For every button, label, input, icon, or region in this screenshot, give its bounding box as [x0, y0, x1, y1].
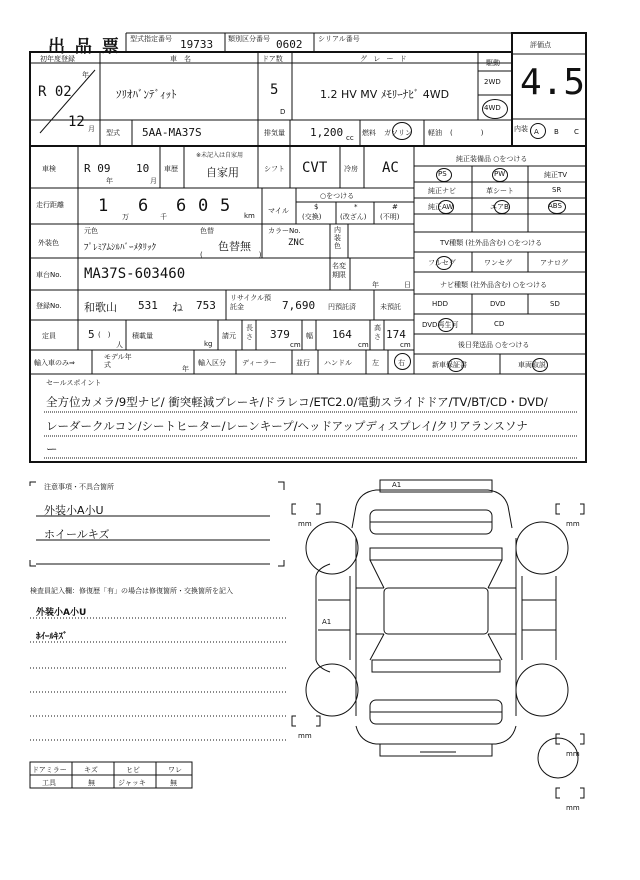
- color-change: 色替無: [218, 240, 251, 253]
- sales-line-3: ー: [46, 442, 58, 456]
- import-year-unit: 年: [182, 365, 189, 373]
- navi-cd: CD: [494, 320, 505, 328]
- interior-color-label: 内装色: [334, 226, 341, 250]
- mileage-unknown: (不明): [380, 213, 400, 221]
- load-unit: kg: [204, 340, 213, 348]
- equip-pw: PW: [494, 170, 506, 178]
- navi-sd: SD: [550, 300, 560, 308]
- inspection-month: 10: [136, 162, 150, 175]
- mm-label-2: mm: [566, 520, 580, 528]
- length: 379: [270, 328, 290, 341]
- tv-analog: アナログ: [540, 259, 568, 267]
- notes-label: 注意事項・不具合箇所: [44, 483, 114, 491]
- change-label: 色替: [200, 227, 214, 235]
- mileage-unknown-sym: #: [392, 203, 398, 211]
- import-label: 輸入車のみ⇒: [34, 359, 75, 367]
- equip-abs-circle: [548, 200, 566, 214]
- legend-crack: ヒビ: [126, 766, 140, 774]
- width-label: 幅: [306, 332, 313, 340]
- height: 174: [386, 328, 406, 341]
- grade: 1.2 HV MV ﾒﾓﾘｰﾅﾋﾞ 4WD: [320, 88, 450, 101]
- legend-jack-value: 無: [170, 779, 177, 787]
- displacement-label: 排気量: [264, 129, 285, 137]
- paint-label: 請元: [222, 332, 236, 340]
- load-label: 積載量: [132, 332, 153, 340]
- equip-sr: SR: [552, 186, 562, 194]
- navi-dvd-play-circle: [438, 318, 454, 332]
- width: 164: [332, 328, 352, 341]
- inspection-era: R 09: [84, 162, 111, 175]
- tv-type-title: TV種類 (社外品含む) ○をつける: [440, 239, 543, 247]
- tv-one-seg: ワンセグ: [484, 259, 512, 267]
- mileage-mile: マイル: [268, 207, 289, 215]
- inspector-label: 検査員記入欄：修復歴「有」の場合は修復箇所・交換箇所を記入: [30, 587, 233, 595]
- cc-unit: cc: [346, 134, 354, 142]
- height-label: 高さ: [374, 324, 381, 341]
- score-value: 4.5: [520, 62, 586, 103]
- length-unit: cm: [290, 341, 301, 349]
- later-warranty: 新車保証書: [432, 361, 467, 369]
- handle-label: ハンドル: [324, 359, 352, 367]
- notes-line-1: 外装小A小U: [44, 504, 104, 517]
- mileage-attach: ○をつける: [320, 192, 355, 200]
- name-change-day: 日: [404, 281, 411, 289]
- capacity-label: 定員: [42, 332, 56, 340]
- doors: 5: [270, 82, 279, 98]
- recycle-label: リサイクル預託金: [230, 294, 272, 311]
- grade-label: グ レ ー ド: [360, 55, 409, 63]
- model-year-label: モデル年式: [104, 353, 132, 369]
- length-label: 長さ: [246, 324, 253, 341]
- capacity: 5: [88, 328, 95, 341]
- type-no: 19733: [180, 38, 214, 51]
- import-category-label: 輸入区分: [198, 359, 226, 367]
- tv-full-seg: フルセグ: [428, 259, 456, 267]
- serial-label: シリアル番号: [318, 35, 360, 43]
- factory-equip-title: 純正装備品 ○をつける: [456, 155, 528, 163]
- mileage-d5: 5: [220, 196, 231, 216]
- equip-ps: PS: [438, 170, 447, 178]
- legend-door-mirror: ドアミラー: [32, 766, 67, 774]
- mileage-d4: 0: [198, 196, 209, 216]
- shift-label: シフト: [264, 165, 285, 173]
- sales-line-2: レーダークルコン/シートヒーター/レーンキープ/ヘッドアップディスプレイ/クリアランスソナ: [46, 419, 528, 433]
- first-reg-month: 12: [68, 114, 85, 130]
- drive-label: 駆動: [486, 59, 500, 67]
- capacity-unit: 人: [116, 341, 123, 349]
- chassis-label: 車台No.: [36, 271, 62, 279]
- height-unit: cm: [400, 341, 411, 349]
- name-change-label: 名変期限: [332, 262, 346, 279]
- inspector-line-1: 外装小A小U: [36, 608, 87, 618]
- mileage-man: 万: [122, 213, 129, 221]
- mileage-exchange-sym: $: [314, 203, 319, 211]
- later-warranty-circle: [448, 358, 464, 372]
- color-code: ZNC: [288, 238, 305, 248]
- handle-right: 右: [398, 359, 405, 367]
- handle-left: 左: [372, 359, 379, 367]
- registration-number: 753: [196, 299, 216, 312]
- tv-full-seg-circle: [436, 256, 452, 270]
- mileage-d3: 6: [176, 196, 187, 216]
- type-no-label: 型式指定番号: [130, 35, 172, 43]
- registration-class: 531: [138, 299, 158, 312]
- interior-c: C: [574, 128, 579, 136]
- doors-label: ドア数: [262, 55, 283, 63]
- mm-label-5: mm: [566, 804, 580, 812]
- drive-4wd-circle: [482, 99, 508, 119]
- orig-color: ﾌﾟﾚﾐｱﾑｼﾙﾊﾞｰﾒﾀﾘｯｸ: [84, 243, 157, 253]
- later-title: 後日発送品 ○をつける: [458, 341, 530, 349]
- orig-color-label: 元色: [84, 227, 98, 235]
- model-label: 型式: [106, 129, 120, 137]
- sales-line-1: 全方位カメラ/9型ナビ/ 衝突軽減ブレーキ/ドラレコ/ETC2.0/電動スライドドア/TV/BT/CD・DVD/: [46, 395, 548, 409]
- mm-label-4: mm: [566, 750, 580, 758]
- mileage-sen: 千: [160, 213, 167, 221]
- inspection-label: 車検: [42, 165, 56, 173]
- registration-label: 登録No.: [36, 302, 62, 310]
- ac-label: 冷房: [344, 165, 358, 173]
- car-diagram: [306, 480, 568, 756]
- car-name: ｿﾘｵﾊﾞﾝﾃﾞｨｯﾄ: [116, 88, 177, 101]
- inspector-line-2: ﾎｲｰﾙｷｽﾞ: [36, 632, 68, 642]
- inspection-month-unit: 月: [150, 177, 157, 185]
- mileage-d1: 1: [98, 196, 109, 216]
- mm-label-3: mm: [298, 732, 312, 740]
- mileage-label: 走行距離: [36, 201, 64, 209]
- equip-aw: 純正AW: [428, 203, 454, 211]
- mileage-km: km: [244, 212, 255, 220]
- mm-label-1: mm: [298, 520, 312, 528]
- drive-4wd: 4WD: [484, 104, 501, 112]
- legend-tools-value: 無: [88, 779, 95, 787]
- later-manual: 車両取説: [518, 361, 546, 369]
- navi-dvd: DVD: [490, 300, 506, 308]
- legend-tools: 工具: [42, 779, 56, 787]
- equip-abs: ABS: [548, 202, 562, 210]
- color-label: 外装色: [38, 239, 59, 247]
- class-no: 0602: [276, 38, 303, 51]
- import-dealer: ディーラー: [242, 359, 277, 367]
- score-label: 評価点: [530, 41, 551, 49]
- legend-scratch: キズ: [84, 766, 98, 774]
- equip-aw-circle: [438, 200, 454, 214]
- door-suffix: D: [280, 108, 286, 116]
- interior-label: 内装: [514, 125, 528, 133]
- navi-dvd-play: DVD再生可: [422, 321, 459, 329]
- first-reg-label: 初年度登録: [40, 55, 75, 63]
- interior-a-circle: [530, 123, 546, 139]
- legend-break: ワレ: [168, 766, 182, 774]
- registration-kana: ね: [172, 301, 183, 314]
- width-unit: cm: [358, 341, 369, 349]
- equip-leather: 革シート: [486, 187, 514, 195]
- equip-navi: 純正ナビ: [428, 187, 456, 195]
- diagram-a1-side: A1: [322, 618, 332, 626]
- equip-airbag: エアB: [490, 203, 509, 211]
- history: 自家用: [206, 166, 239, 179]
- history-label: 車歴: [164, 165, 178, 173]
- import-parallel: 並行: [296, 359, 310, 367]
- chassis-no: MA37S-603460: [84, 266, 186, 282]
- equip-tv: 純正TV: [544, 171, 568, 179]
- drive-2wd: 2WD: [484, 78, 501, 86]
- first-reg-era: R 02: [38, 84, 72, 100]
- month-unit: 月: [88, 125, 95, 133]
- shift: CVT: [302, 160, 328, 176]
- history-note: ※未記入は自家用: [196, 152, 244, 159]
- legend-jack: ジャッキ: [118, 779, 146, 787]
- model: 5AA-MA37S: [142, 126, 202, 139]
- inspection-year-unit: 年: [106, 177, 113, 185]
- mileage-tamper: (改ざん): [340, 213, 367, 221]
- mileage-d2: 6: [138, 196, 149, 216]
- equip-ps-circle: [436, 168, 452, 182]
- interior-a: A: [534, 128, 539, 136]
- fuel-gas-circle: [392, 122, 412, 140]
- mileage-exchange: (交換): [302, 213, 322, 221]
- class-no-label: 類別区分番号: [228, 35, 270, 43]
- diagram-a1-top: A1: [392, 481, 402, 489]
- later-manual-circle: [532, 358, 548, 372]
- form-title: 出 品 票: [48, 37, 121, 57]
- equip-airbag-circle: [494, 200, 510, 214]
- color-code-label: カラーNo.: [268, 227, 301, 235]
- fuel-light: 軽油: [428, 129, 442, 137]
- displacement: 1,200: [310, 126, 344, 139]
- year-unit: 年: [82, 71, 89, 79]
- equip-pw-circle: [492, 168, 508, 182]
- mileage-tamper-sym: *: [354, 203, 358, 211]
- name-change-year: 年: [372, 281, 379, 289]
- sales-label: セールスポイント: [46, 379, 102, 387]
- registration-area: 和歌山: [84, 301, 117, 314]
- interior-b: B: [554, 128, 559, 136]
- navi-type-title: ナビ種類 (社外品含む) ○をつける: [440, 281, 548, 289]
- ac: AC: [382, 160, 399, 176]
- handle-right-circle: [394, 353, 411, 370]
- navi-hdd: HDD: [432, 300, 449, 308]
- fuel-gas: ガソリン: [384, 129, 412, 137]
- recycle-unit: 円預託済: [328, 303, 356, 311]
- recycle-unpaid: 未預託: [380, 303, 401, 311]
- car-name-label: 車 名: [170, 55, 191, 63]
- notes-line-2: ホイールキズ: [44, 528, 110, 541]
- fuel-label: 燃料: [362, 129, 376, 137]
- recycle-fee: 7,690: [282, 299, 316, 312]
